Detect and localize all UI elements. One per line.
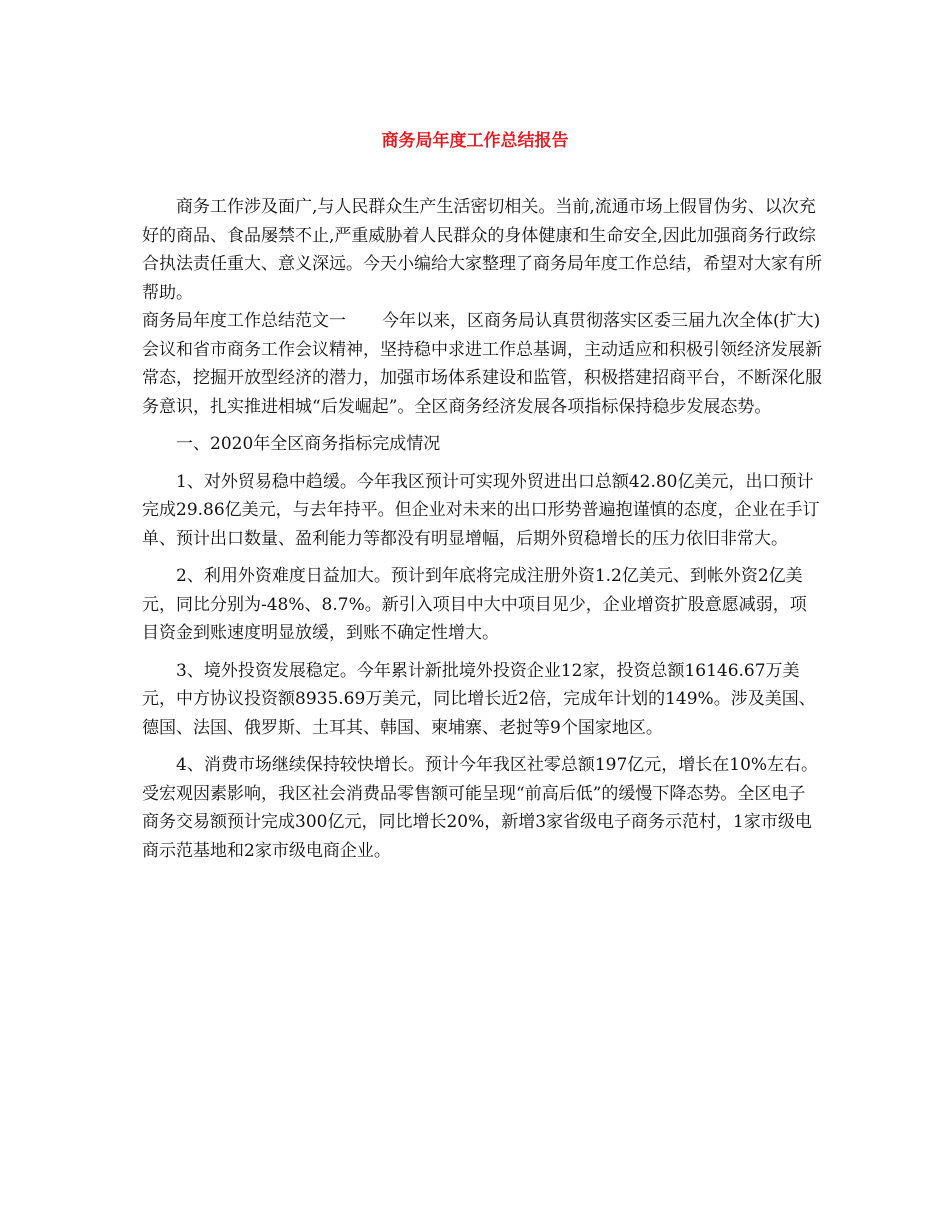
section-intro: 今年以来，区商务局认真贯彻落实区委三届九次全体(扩大)会议和省市商务工作会议精神，坚持稳中求进工作总基调，主动适应和积极引领经济发展新常态，挖掘开放型经济的潜力，加强市场体系建设和监管，积极搭建招商平台，不断深化服务意识，扎实推进相城“后发崛起”。全区商务经济发展各项指标保持稳步发展态势。	[142, 311, 822, 417]
list-item: 4、消费市场继续保持较快增长。预计今年我区社零总额197亿元，增长在10%左右。受宏观因素影响，我区社会消费品零售额可能呈现“前高后低”的缓慢下降态势。全区电子商务交易额预计完成300亿元，同比增长20%，新增3家省级电子商务示范村，1家市级电商示范基地和2家市级电商企业。	[142, 755, 819, 861]
document-title: 商务局年度工作总结报告	[381, 131, 569, 151]
section-paragraph	[142, 307, 822, 421]
section-heading: 商务局年度工作总结范文一	[142, 311, 346, 331]
intro-paragraph: 商务工作涉及面广,与人民群众生产生活密切相关。当前,流通市场上假冒伪劣、以次充好的商品、食品屡禁不止,严重威胁着人民群众的身体健康和生命安全,因此加强商务行政综合执法责任重大、意义深远。今天小编给大家整理了商务局年度工作总结，希望对大家有所帮助。	[142, 197, 822, 303]
list-item: 3、境外投资发展稳定。今年累计新批境外投资企业12家，投资总额16146.67万美元，中方协议投资额8935.69万美元，同比增长近2倍，完成年计划的149%。涉及美国、德国、法国、俄罗斯、土耳其、韩国、柬埔寨、老挝等9个国家地区。	[142, 660, 816, 738]
document-body	[142, 193, 822, 865]
subheading: 一、2020年全区商务指标完成情况	[176, 434, 441, 454]
list-item: 2、利用外资难度日益加大。预计到年底将完成注册外资1.2亿美元、到帐外资2亿美元，同比分别为-48%、8.7%。新引入项目中大中项目见少，企业增资扩股意愿减弱，项目资金到账速度明显放缓，到账不确定性增大。	[142, 566, 807, 643]
list-item: 1、对外贸易稳中趋缓。今年我区预计可实现外贸进出口总额42.80亿美元，出口预计完成29.86亿美元，与去年持平。但企业对未来的出口形势普遍抱谨慎的态度，企业在手订单、预计出口数量、盈利能力等都没有明显增幅，后期外贸稳增长的压力依旧非常大。	[142, 471, 820, 549]
